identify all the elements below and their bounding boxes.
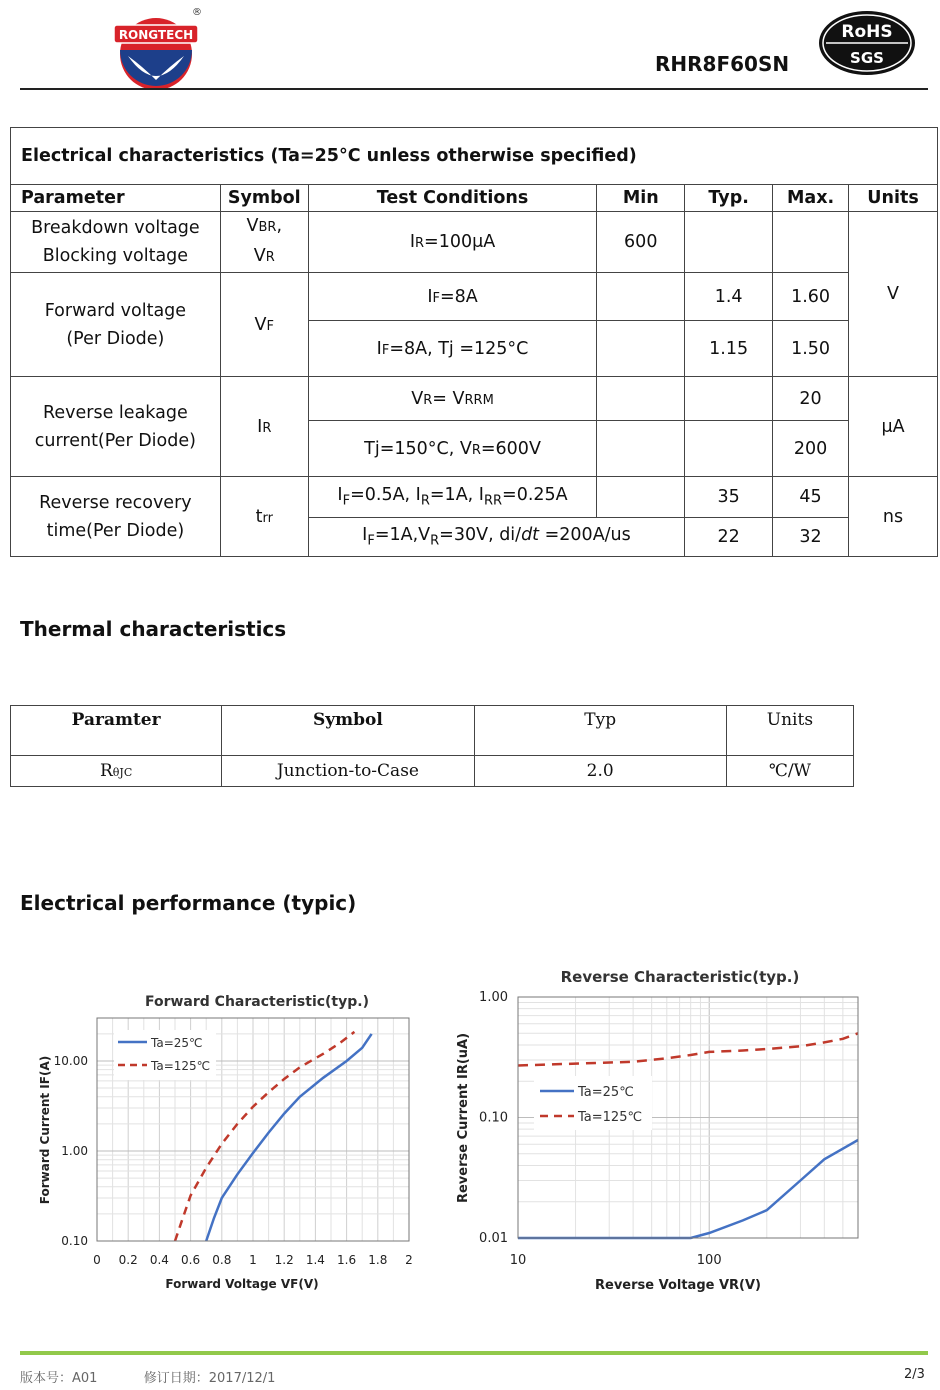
max-forward-2: 1.50 bbox=[773, 321, 849, 377]
thermal-title: Thermal characteristics bbox=[20, 617, 287, 641]
header-min: Min bbox=[597, 185, 685, 212]
rohs-sgs-badge bbox=[818, 10, 916, 76]
sym-sub-r: R bbox=[262, 420, 272, 436]
symbol-vbr-vr bbox=[220, 212, 308, 273]
cond-text: Tj=150°C, V bbox=[364, 438, 472, 459]
logo-circle-blue bbox=[120, 50, 192, 86]
cond-i: I bbox=[376, 338, 382, 359]
typ-empty bbox=[685, 212, 773, 273]
thermal-header-param: Paramter bbox=[11, 706, 222, 756]
legend-label-125c: Ta=125℃ bbox=[578, 1110, 643, 1125]
x-tick-label: 1 bbox=[249, 1253, 257, 1267]
cond-leakage-1 bbox=[308, 377, 597, 421]
sym-sub-r: R bbox=[265, 250, 275, 265]
electrical-characteristics-table bbox=[10, 127, 938, 557]
symbol-trr bbox=[220, 477, 308, 557]
forward-x-ticks bbox=[93, 1253, 413, 1267]
cond-i: I bbox=[409, 232, 415, 252]
reverse-series bbox=[518, 1033, 858, 1238]
y-tick-label: 0.10 bbox=[479, 1110, 508, 1126]
param-leakage bbox=[11, 377, 221, 477]
param-breakdown-line2: Blocking voltage bbox=[42, 246, 189, 266]
cond-part: =1A, I bbox=[429, 485, 484, 506]
param-recovery-line1: Reverse recovery bbox=[39, 492, 192, 513]
header-max: Max. bbox=[773, 185, 849, 212]
max-forward-1: 1.60 bbox=[773, 273, 849, 321]
x-tick-label: 2 bbox=[405, 1253, 413, 1267]
forward-legend bbox=[114, 1030, 216, 1080]
table-row bbox=[11, 212, 938, 273]
rth-r: R bbox=[99, 761, 113, 781]
logo-brand-text: RONGTECH bbox=[118, 28, 194, 42]
cond-sub: R bbox=[420, 493, 430, 509]
cond-part: =200A/us bbox=[539, 525, 631, 546]
min-empty bbox=[597, 477, 685, 518]
cond-sub: F bbox=[342, 493, 351, 509]
cond-forward-1 bbox=[308, 273, 597, 321]
reverse-y-ticks bbox=[479, 990, 508, 1246]
typ-empty bbox=[685, 377, 773, 421]
param-forward-line1: Forward voltage bbox=[44, 300, 187, 321]
footer-version-label: 版本号： bbox=[20, 1371, 73, 1386]
cond-part: I bbox=[362, 525, 368, 546]
x-tick-label: 1.4 bbox=[305, 1253, 325, 1267]
electrical-caption: Electrical characteristics (Ta=25°C unless otherwise specified) bbox=[11, 128, 938, 185]
cond-v: V bbox=[411, 388, 424, 409]
cond-sub-rrm: RRM bbox=[464, 392, 494, 408]
max-empty bbox=[773, 212, 849, 273]
typ-forward-1: 1.4 bbox=[685, 273, 773, 321]
param-breakdown-line1: Breakdown voltage bbox=[31, 218, 200, 238]
series-line-25c bbox=[518, 1140, 858, 1238]
forward-characteristic-chart bbox=[30, 985, 430, 1295]
legend-label-25c: Ta=25℃ bbox=[151, 1036, 203, 1050]
cond-sub: R bbox=[430, 533, 440, 549]
header-typ: Typ. bbox=[685, 185, 773, 212]
typ-empty bbox=[685, 421, 773, 477]
x-tick-label: 0.2 bbox=[118, 1253, 138, 1267]
x-tick-label: 1.2 bbox=[274, 1253, 294, 1267]
legend-label-25c: Ta=25℃ bbox=[578, 1085, 634, 1100]
thermal-typ: 2.0 bbox=[474, 756, 726, 787]
badge-sgs: SGS bbox=[850, 49, 884, 67]
thermal-param bbox=[11, 756, 222, 787]
thermal-header-symbol: Symbol bbox=[222, 706, 474, 756]
cond-i: I bbox=[427, 286, 433, 307]
legend-label-125c: Ta=125℃ bbox=[151, 1059, 211, 1073]
y-tick-label: 0.01 bbox=[479, 1231, 508, 1246]
sym-sub-f: F bbox=[266, 318, 274, 334]
x-tick-label: 1.6 bbox=[337, 1253, 357, 1267]
cond-part: =30V, di/ bbox=[439, 525, 522, 546]
cond-part: =0.25A bbox=[502, 485, 568, 506]
sym-v: V bbox=[253, 246, 266, 266]
cond-part: =0.5A, I bbox=[350, 485, 421, 506]
footer-date: 2017/12/1 bbox=[208, 1371, 276, 1386]
sym-sub-rr: rr bbox=[262, 510, 273, 526]
thermal-symbol: Junction-to-Case bbox=[222, 756, 474, 787]
param-recovery bbox=[11, 477, 221, 557]
sym-comma: , bbox=[276, 216, 283, 236]
cond-eq: = V bbox=[432, 388, 465, 409]
typ-forward-2: 1.15 bbox=[685, 321, 773, 377]
thermal-header-typ: Typ bbox=[474, 706, 726, 756]
x-tick-label: 0 bbox=[93, 1253, 101, 1267]
reverse-x-ticks bbox=[510, 1253, 722, 1268]
y-tick-label: 1.00 bbox=[61, 1143, 88, 1158]
cond-sub: F bbox=[367, 533, 375, 549]
param-leakage-line2: current(Per Diode) bbox=[34, 430, 196, 451]
x-tick-label: 0.8 bbox=[212, 1253, 232, 1267]
table-header-row bbox=[11, 185, 938, 212]
cond-sub: F bbox=[381, 342, 390, 358]
y-tick-label: 10.00 bbox=[53, 1053, 88, 1068]
reverse-characteristic-chart bbox=[450, 962, 870, 1297]
cond-sub: F bbox=[432, 290, 440, 306]
param-forward-line2: (Per Diode) bbox=[66, 328, 165, 349]
cond-value: =8A, Tj =125°C bbox=[389, 338, 529, 359]
cond-forward-2 bbox=[308, 321, 597, 377]
cond-recovery-1 bbox=[308, 477, 597, 518]
max-recovery-1: 45 bbox=[773, 477, 849, 518]
symbol-vf bbox=[220, 273, 308, 377]
param-leakage-line1: Reverse leakage bbox=[43, 402, 188, 423]
cond-sub: R bbox=[471, 442, 481, 458]
footer-page: 2/3 bbox=[904, 1367, 925, 1382]
x-tick-label: 0.6 bbox=[181, 1253, 201, 1267]
logo-registered: ® bbox=[192, 7, 202, 18]
sym-sub-br: BR bbox=[258, 220, 277, 235]
cond-sub: R bbox=[415, 236, 425, 251]
param-breakdown bbox=[11, 212, 221, 273]
sym-v: V bbox=[254, 314, 267, 335]
header-rule bbox=[20, 88, 928, 90]
part-number: RHR8F60SN bbox=[655, 52, 790, 76]
reverse-x-label: Reverse Voltage VR(V) bbox=[595, 1278, 761, 1293]
sym-i: I bbox=[257, 416, 263, 437]
footer-version: A01 bbox=[72, 1371, 98, 1386]
header-symbol: Symbol bbox=[220, 185, 308, 212]
typ-recovery-2: 22 bbox=[685, 518, 773, 557]
cond-leakage-2 bbox=[308, 421, 597, 477]
table-row bbox=[11, 377, 938, 421]
min-empty bbox=[597, 273, 685, 321]
table-row bbox=[11, 273, 938, 321]
y-tick-label: 1.00 bbox=[479, 990, 508, 1005]
forward-y-ticks bbox=[54, 1054, 88, 1248]
min-empty bbox=[597, 421, 685, 477]
min-empty bbox=[597, 377, 685, 421]
typ-recovery-1: 35 bbox=[685, 477, 773, 518]
forward-x-label: Forward Voltage VF(V) bbox=[165, 1277, 319, 1291]
sym-t: t bbox=[255, 506, 263, 527]
param-recovery-line2: time(Per Diode) bbox=[46, 520, 185, 541]
footer-date-label: 修订日期： bbox=[143, 1371, 209, 1386]
cond-recovery-2 bbox=[308, 518, 684, 557]
cond-italic: dt bbox=[521, 525, 540, 546]
min-empty bbox=[597, 321, 685, 377]
rongtech-logo bbox=[110, 6, 202, 92]
thermal-header-row bbox=[11, 706, 854, 756]
header-parameter: Parameter bbox=[11, 185, 221, 212]
unit-ua: μA bbox=[849, 377, 938, 477]
table-row bbox=[11, 477, 938, 518]
table-row bbox=[11, 756, 854, 787]
forward-chart-title: Forward Characteristic(typ.) bbox=[144, 994, 370, 1010]
cond-sub: RR bbox=[483, 493, 503, 509]
footer-info bbox=[20, 1367, 275, 1386]
symbol-ir bbox=[220, 377, 308, 477]
thermal-header-units: Units bbox=[726, 706, 853, 756]
header-test-conditions: Test Conditions bbox=[308, 185, 597, 212]
cond-value: =8A bbox=[439, 286, 478, 307]
forward-y-label: Forward Current IF(A) bbox=[38, 1055, 52, 1205]
cond-part: I bbox=[337, 485, 343, 506]
cond-part: =1A,V bbox=[374, 525, 431, 546]
footer-rule bbox=[20, 1351, 928, 1355]
cond-value: =600V bbox=[480, 438, 541, 459]
thermal-units: ℃/W bbox=[726, 756, 853, 787]
rth-sub: θJC bbox=[112, 766, 133, 779]
x-tick-label: 100 bbox=[696, 1253, 722, 1268]
max-leakage-1: 20 bbox=[773, 377, 849, 421]
unit-ns: ns bbox=[849, 477, 938, 557]
param-forward bbox=[11, 273, 221, 377]
reverse-legend bbox=[534, 1076, 652, 1130]
y-tick-label: 0.10 bbox=[61, 1234, 88, 1248]
x-tick-label: 10 bbox=[509, 1253, 527, 1268]
reverse-chart-title: Reverse Characteristic(typ.) bbox=[560, 968, 800, 986]
performance-title: Electrical performance (typic) bbox=[20, 891, 357, 915]
thermal-table bbox=[10, 705, 854, 787]
series-line-125c bbox=[518, 1033, 858, 1065]
sym-v: V bbox=[246, 216, 259, 236]
cond-breakdown bbox=[308, 212, 597, 273]
x-tick-label: 0.4 bbox=[149, 1253, 169, 1267]
badge-rohs: RoHS bbox=[841, 22, 893, 42]
reverse-y-label: Reverse Current IR(uA) bbox=[456, 1032, 471, 1204]
max-recovery-2: 32 bbox=[773, 518, 849, 557]
max-leakage-2: 200 bbox=[773, 421, 849, 477]
cond-value: =100μA bbox=[424, 232, 496, 252]
cond-sub: R bbox=[423, 392, 433, 408]
x-tick-label: 1.8 bbox=[368, 1253, 388, 1267]
header-units: Units bbox=[849, 185, 938, 212]
unit-v: V bbox=[849, 212, 938, 377]
min-breakdown: 600 bbox=[597, 212, 685, 273]
